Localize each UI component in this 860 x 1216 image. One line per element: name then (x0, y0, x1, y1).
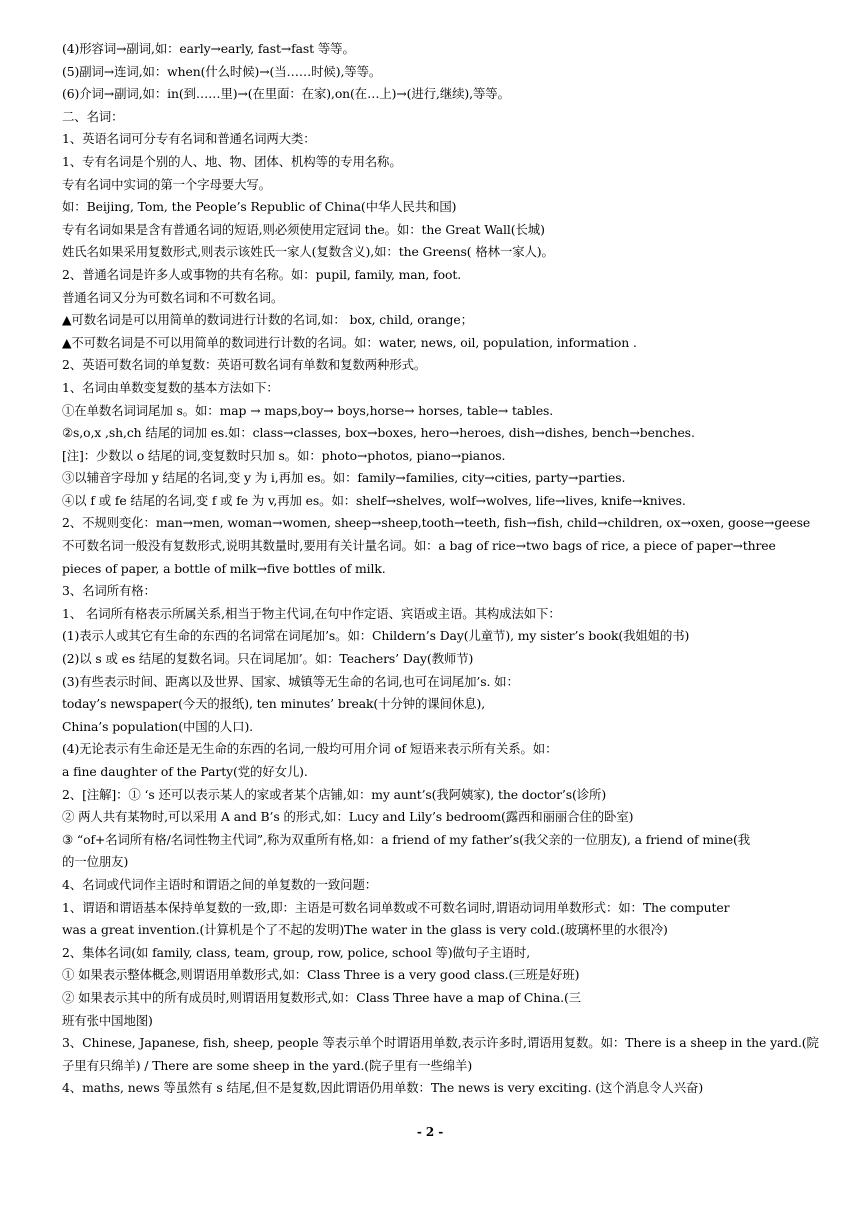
text-line: 子里有只绵羊) / There are some sheep in the yard.(院子里有一些绵羊) (62, 1057, 473, 1073)
text-line: ③ “of+名词所有格/名词性物主代词”,称为双重所有格,如：a friend of my father’s(我父亲的一位朋友), a friend of mine(我 (62, 831, 751, 847)
text-line: (1)表示人或其它有生命的东西的名词常在词尾加’s。如：Childern’s Day(儿童节), my sister’s book(我姐姐的书) (62, 628, 690, 644)
text-line: ④以 f 或 fe 结尾的名词,变 f 或 fe 为 v,再加 es。如：shelf→shelves, wolf→wolves, life→lives, knife→knives. (62, 492, 686, 508)
text-line: (2)以 s 或 es 结尾的复数名词。只在词尾加’。如：Teachers’ Day(教师节) (62, 651, 474, 667)
text-line: 专有名词如果是含有普通名词的短语,则必须使用定冠词 the。如：the Great Wall(长城) (62, 221, 545, 237)
text-line: 1、英语名词可分专有名词和普通名词两大类： (62, 131, 316, 147)
text-line: 2、[注解]：① ‘s 还可以表示某人的家或者某个店铺,如：my aunt’s(我阿姨家), the doctor’s(诊所) (62, 786, 607, 802)
text-line: 2、普通名词是许多人或事物的共有名称。如：pupil, family, man, foot. (62, 266, 462, 282)
text-line: 如：Beijing, Tom, the People’s Republic of China(中华人民共和国) (62, 199, 457, 215)
text-line: was a great invention.(计算机是个了不起的发明)The water in the glass is very cold.(玻璃杯里的水很冷) (62, 922, 668, 938)
text-line: ① 如果表示整体概念,则谓语用单数形式,如：Class Three is a very good class.(三班是好班) (62, 967, 580, 983)
text-line: ② 两人共有某物时,可以采用 A and B’s 的形式,如：Lucy and Lily’s bedroom(露西和丽丽合住的卧室) (62, 809, 634, 825)
text-line: [注]：少数以 o 结尾的词,变复数时只加 s。如：photo→photos, piano→pianos. (62, 447, 506, 463)
text-line: (4)无论表示有生命还是无生命的东西的名词,一般均可用介词 of 短语来表示所有关系。如： (62, 741, 558, 757)
page-number: - 2 - (416, 1125, 444, 1139)
text-line: ③以辅音字母加 y 结尾的名词,变 y 为 i,再加 es。如：family→families, city→cities, party→parties. (62, 470, 626, 486)
text-line: China’s population(中国的人口). (62, 718, 254, 734)
text-line: 不可数名词一般没有复数形式,说明其数量时,要用有关计量名词。如：a bag of rice→two bags of rice, a piece of paper→three (62, 538, 776, 554)
text-line: 班有张中国地图) (62, 1012, 153, 1028)
text-line: 3、名词所有格： (62, 583, 156, 599)
text-line: 专有名词中实词的第一个字母要大写。 (62, 176, 271, 192)
text-line: ①在单数名词词尾加 s。如：map → maps,boy→ boys,horse→ horses, table→ tables. (62, 402, 554, 418)
text-line: 1、专有名词是个别的人、地、物、团体、机构等的专用名称。 (62, 153, 402, 169)
text-line: 二、名词： (62, 108, 124, 124)
text-line: (5)副词→连词,如：when(什么时候)→(当……时候),等等。 (62, 63, 382, 79)
text-line: a fine daughter of the Party(党的好女儿). (62, 764, 308, 779)
text-line: 的一位朋友) (62, 854, 129, 870)
text-line: today’s newspaper(今天的报纸), ten minutes’ break(十分钟的课间休息), (62, 696, 486, 712)
text-line: 4、maths, news 等虽然有 s 结尾,但不是复数,因此谓语仍用单数：The news is very exciting. (这个消息令人兴奋) (62, 1080, 704, 1096)
text-line: 2、英语可数名词的单复数：英语可数名词有单数和复数两种形式。 (62, 357, 427, 373)
text-line: 姓氏名如果采用复数形式,则表示该姓氏一家人(复数含义),如：the Greens( 格林一家人)。 (62, 244, 554, 260)
text-line: 2、集体名词(如 family, class, team, group, row, police, school 等)做句子主语时, (62, 944, 531, 960)
text-line: (4)形容词→副词,如：early→early, fast→fast 等等。 (62, 41, 355, 56)
text-line: (6)介词→副词,如：in(到……里)→(在里面：在家),on(在…上)→(进行,继续),等等。 (62, 86, 510, 102)
text-line: 3、Chinese, Japanese, fish, sheep, people 等表示单个时谓语用单数,表示许多时,谓语用复数。如：There is a sheep in the yard.(院 (62, 1035, 819, 1051)
text-line: 1、谓语和谓语基本保持单复数的一致,即：主语是可数名词单数或不可数名词时,谓语动词用单数形式：如：The computer (62, 899, 730, 915)
text-line: (3)有些表示时间、距离以及世界、国家、城镇等无生命的名词,也可在词尾加’s. 如： (62, 673, 519, 689)
text-line: 4、名词或代词作主语时和谓语之间的单复数的一致问题： (62, 876, 378, 892)
text-line: pieces of paper, a bottle of milk→five bottles of milk. (62, 560, 386, 576)
document-body (62, 38, 824, 1100)
text-line: ▲不可数名词是不可以用简单的数词进行计数的名词。如：water, news, oil, population, information . (62, 334, 637, 350)
text-line: 1、 名词所有格表示所属关系,相当于物主代词,在句中作定语、宾语或主语。其构成法如下： (62, 605, 561, 621)
text-line: 2、不规则变化：man→men, woman→women, sheep→sheep,tooth→teeth, fish→fish, child→children, ox→oxen, goose→geese (62, 515, 811, 531)
text-line: ②s,o,x ,sh,ch 结尾的词加 es.如：class→classes, box→boxes, hero→heroes, dish→dishes, bench→benches. (62, 425, 695, 441)
text-line: ② 如果表示其中的所有成员时,则谓语用复数形式,如：Class Three have a map of China.(三 (62, 989, 581, 1005)
text-line: 普通名词又分为可数名词和不可数名词。 (62, 289, 284, 305)
text-line: 1、名词由单数变复数的基本方法如下： (62, 379, 279, 395)
text-line: ▲可数名词是可以用简单的数词进行计数的名词,如： box, child, orange； (62, 312, 473, 328)
